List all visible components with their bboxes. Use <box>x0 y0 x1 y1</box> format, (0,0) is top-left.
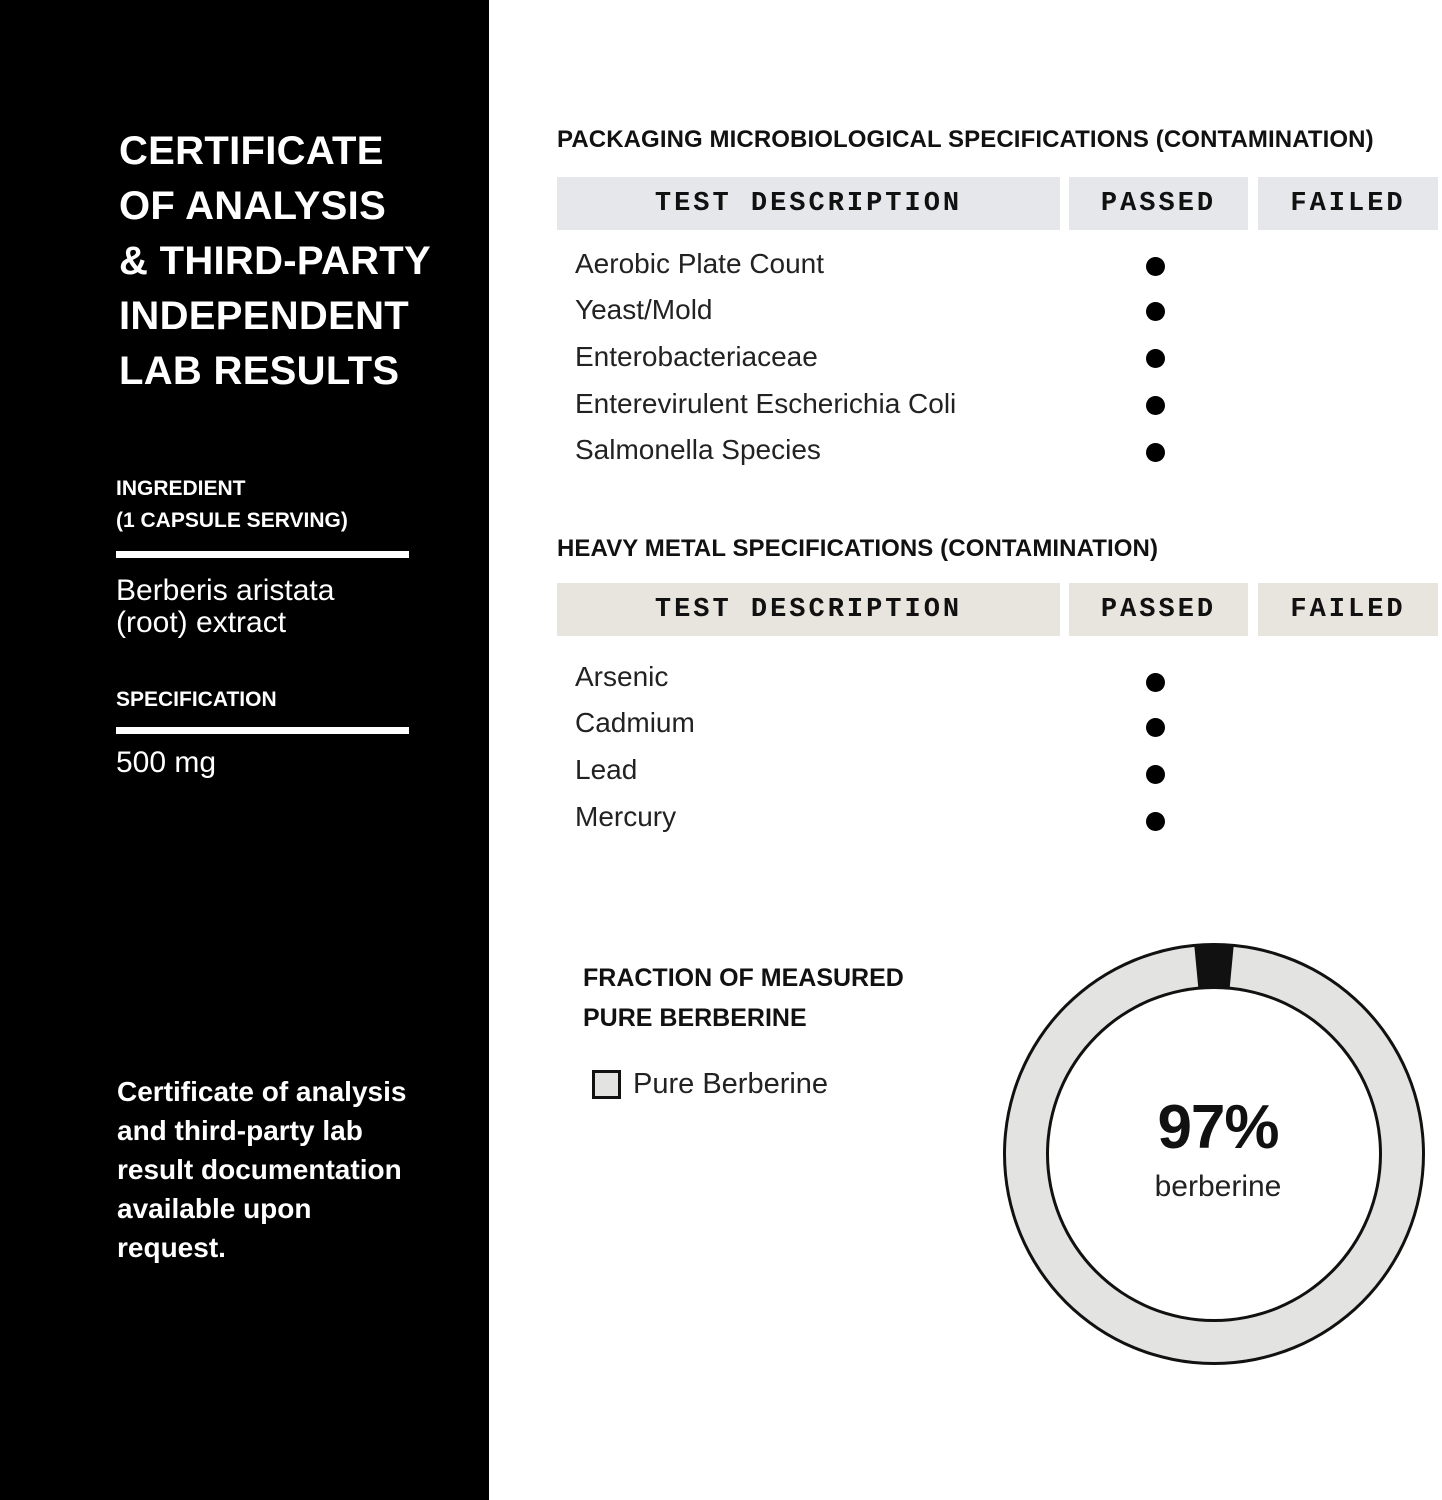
passed-dot-icon <box>1146 396 1165 415</box>
passed-dot-icon <box>1146 443 1165 462</box>
table-row-label: Aerobic Plate Count <box>575 248 825 279</box>
availability-note <box>117 1072 447 1267</box>
table-row-label: Salmonella Species <box>575 434 821 465</box>
micro-section-title: PACKAGING MICROBIOLOGICAL SPECIFICATIONS (CONTAMINATION) <box>557 126 1374 153</box>
table-row-label: Cadmium <box>575 707 695 738</box>
metal-section-title: HEAVY METAL SPECIFICATIONS (CONTAMINATION) <box>557 535 1159 562</box>
percent-value: 97% <box>1157 1093 1279 1162</box>
ingredient-value-part: (root) extract <box>116 606 287 639</box>
header-passed: PASSED <box>1069 177 1248 230</box>
legend-swatch-icon <box>592 1070 621 1099</box>
specification-label: SPECIFICATION <box>116 688 277 711</box>
divider <box>116 551 409 558</box>
table-row-label: Enterobacteriaceae <box>575 341 818 372</box>
note-line: Certificate of analysis <box>117 1076 407 1107</box>
title-line: INDEPENDENT <box>119 294 409 338</box>
title-line: & THIRD-PARTY <box>119 239 432 283</box>
header-test-description: TEST DESCRIPTION <box>557 583 1060 636</box>
passed-dot-icon <box>1146 673 1165 692</box>
table-row-label: Yeast/Mold <box>575 294 713 325</box>
ingredient-value: Berberis aristata <box>116 574 335 607</box>
divider <box>116 727 409 734</box>
page-title <box>119 124 479 399</box>
table-row-label: Mercury <box>575 801 677 832</box>
passed-dot-icon <box>1146 765 1165 784</box>
title-line: OF ANALYSIS <box>119 184 387 228</box>
fraction-title-line: PURE BERBERINE <box>583 1004 807 1032</box>
passed-dot-icon <box>1146 812 1165 831</box>
passed-dot-icon <box>1146 349 1165 368</box>
note-line: request. <box>117 1232 226 1263</box>
fraction-title <box>583 958 904 1038</box>
header-failed: FAILED <box>1258 583 1438 636</box>
table-row-label: Enterevirulent Escherichia Coli <box>575 388 957 419</box>
header-passed: PASSED <box>1069 583 1248 636</box>
table-row-label: Arsenic <box>575 661 669 692</box>
note-line: result documentation <box>117 1154 402 1185</box>
header-failed: FAILED <box>1258 177 1438 230</box>
passed-dot-icon <box>1146 302 1165 321</box>
sidebar <box>0 0 489 1500</box>
passed-dot-icon <box>1146 257 1165 276</box>
percent-label: berberine <box>1154 1170 1282 1203</box>
title-line: LAB RESULTS <box>119 349 400 393</box>
legend <box>592 1068 828 1101</box>
header-test-description: TEST DESCRIPTION <box>557 177 1060 230</box>
note-line: and third-party lab <box>117 1115 363 1146</box>
passed-dot-icon <box>1146 718 1165 737</box>
note-line: available upon <box>117 1193 312 1224</box>
legend-label: Pure Berberine <box>633 1068 829 1100</box>
ingredient-label: INGREDIENT <box>116 477 246 500</box>
table-row-label: Lead <box>575 754 638 785</box>
fraction-title-line: FRACTION OF MEASURED <box>583 964 904 992</box>
title-line: CERTIFICATE <box>119 129 384 173</box>
ingredient-serving-label: (1 CAPSULE SERVING) <box>116 509 348 532</box>
specification-value: 500 mg <box>116 746 217 779</box>
